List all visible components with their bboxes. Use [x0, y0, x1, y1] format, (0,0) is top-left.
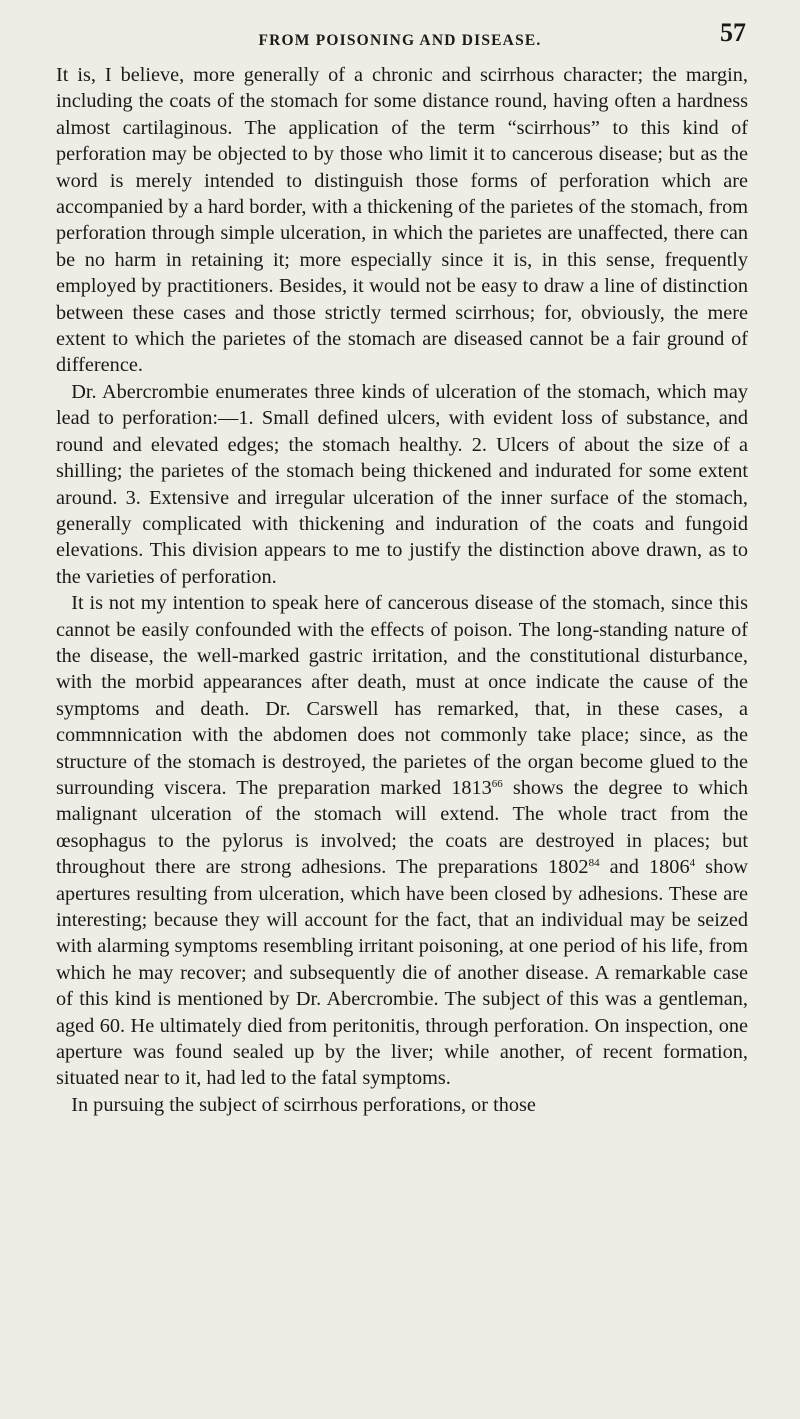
page-number: 57 — [720, 18, 746, 47]
page-header — [60, 14, 746, 58]
footnote-reference: 84 — [588, 857, 600, 870]
footnote-reference: 4 — [689, 857, 696, 870]
paragraph-text: shows the degree to which malignant ulceration of the stomach will extend. The whole tract from the œsophagus to the pylorus is involved; the coats are destroyed in places; but throughout there are strong adhesions. The preparations 1802 — [56, 776, 748, 879]
paragraph: Dr. Abercrombie enumerates three kinds of ulceration of the stomach, which may lead to perforation:—1. Small defined ulcers, with evident loss of substance, and round and elevated edges; the stomach healthy. 2. Ulcers of about the size of a shilling; the parietes of the stomach being thickened and indurated for some extent around. 3. Extensive and irregular ulceration of the inner surface of the stomach, generally complicated with thickening and induration of the coats and fungoid elevations. This division appears to me to justify the distinction above drawn, as to the varieties of perforation. — [56, 380, 748, 588]
paragraph: It is, I believe, more generally of a chronic and scirrhous character; the margin, including the coats of the stomach for some distance round, having often a hardness almost cartilaginous. The application of the term “scirrhous” to this kind of perforation may be objected to by those who limit it to cancerous disease; but as the word is merely intended to distinguish those forms of perforation which are accompanied by a hard border, with a thickening of the parietes of the stomach, from perforation through simple ulceration, in which the parietes are unaffected, there can be no harm in retaining it; more especially since it is, in this sense, frequently employed by practitioners. Besides, it would not be easy to draw a line of distinction between these cases and those strictly termed scirrhous; for, obviously, the mere extent to which the parietes of the stomach are diseased cannot be a fair ground of difference. — [56, 64, 748, 377]
paragraph: In pursuing the subject of scirrhous perforations, or those — [71, 1093, 536, 1116]
paragraph — [56, 590, 748, 1092]
paragraph-text: It is not my intention to speak here of cancerous disease of the stomach, since this cannot be easily confounded with the effects of poison. The long-standing nature of the disease, the well-marked gastric irritation, and the constitutional disturbance, with the morbid appearances after death, must at once indicate the cause of the symptoms and death. Dr. Carswell has remarked, that, in these cases, a commnnication with the abdomen does not commonly take place; since, as the structure of the stomach is destroyed, the parietes of the organ become glued to the surrounding viscera. The preparation marked 1813 — [56, 592, 748, 799]
footnote-reference: 66 — [491, 777, 503, 790]
paragraph-text: and 1806 — [599, 856, 690, 879]
paragraph-text: show apertures resulting from ulceration, which have been closed by adhesions. These are interesting; because they will account for the fact, that an individual may be seized with alarming symptoms resembling irritant poisoning, at one period of his life, from which he may recover; and subsequently die of another disease. A remarkable case of this kind is mentioned by Dr. Abercrombie. The subject of this was a gentleman, aged 60. He ultimately died from peritonitis, through perforation. On inspection, one aperture was found sealed up by the liver; while another, of recent formation, situated near to it, had led to the fatal symptoms. — [56, 856, 748, 1090]
body-text — [56, 62, 748, 1118]
running-head: FROM POISONING AND DISEASE. — [258, 32, 542, 49]
